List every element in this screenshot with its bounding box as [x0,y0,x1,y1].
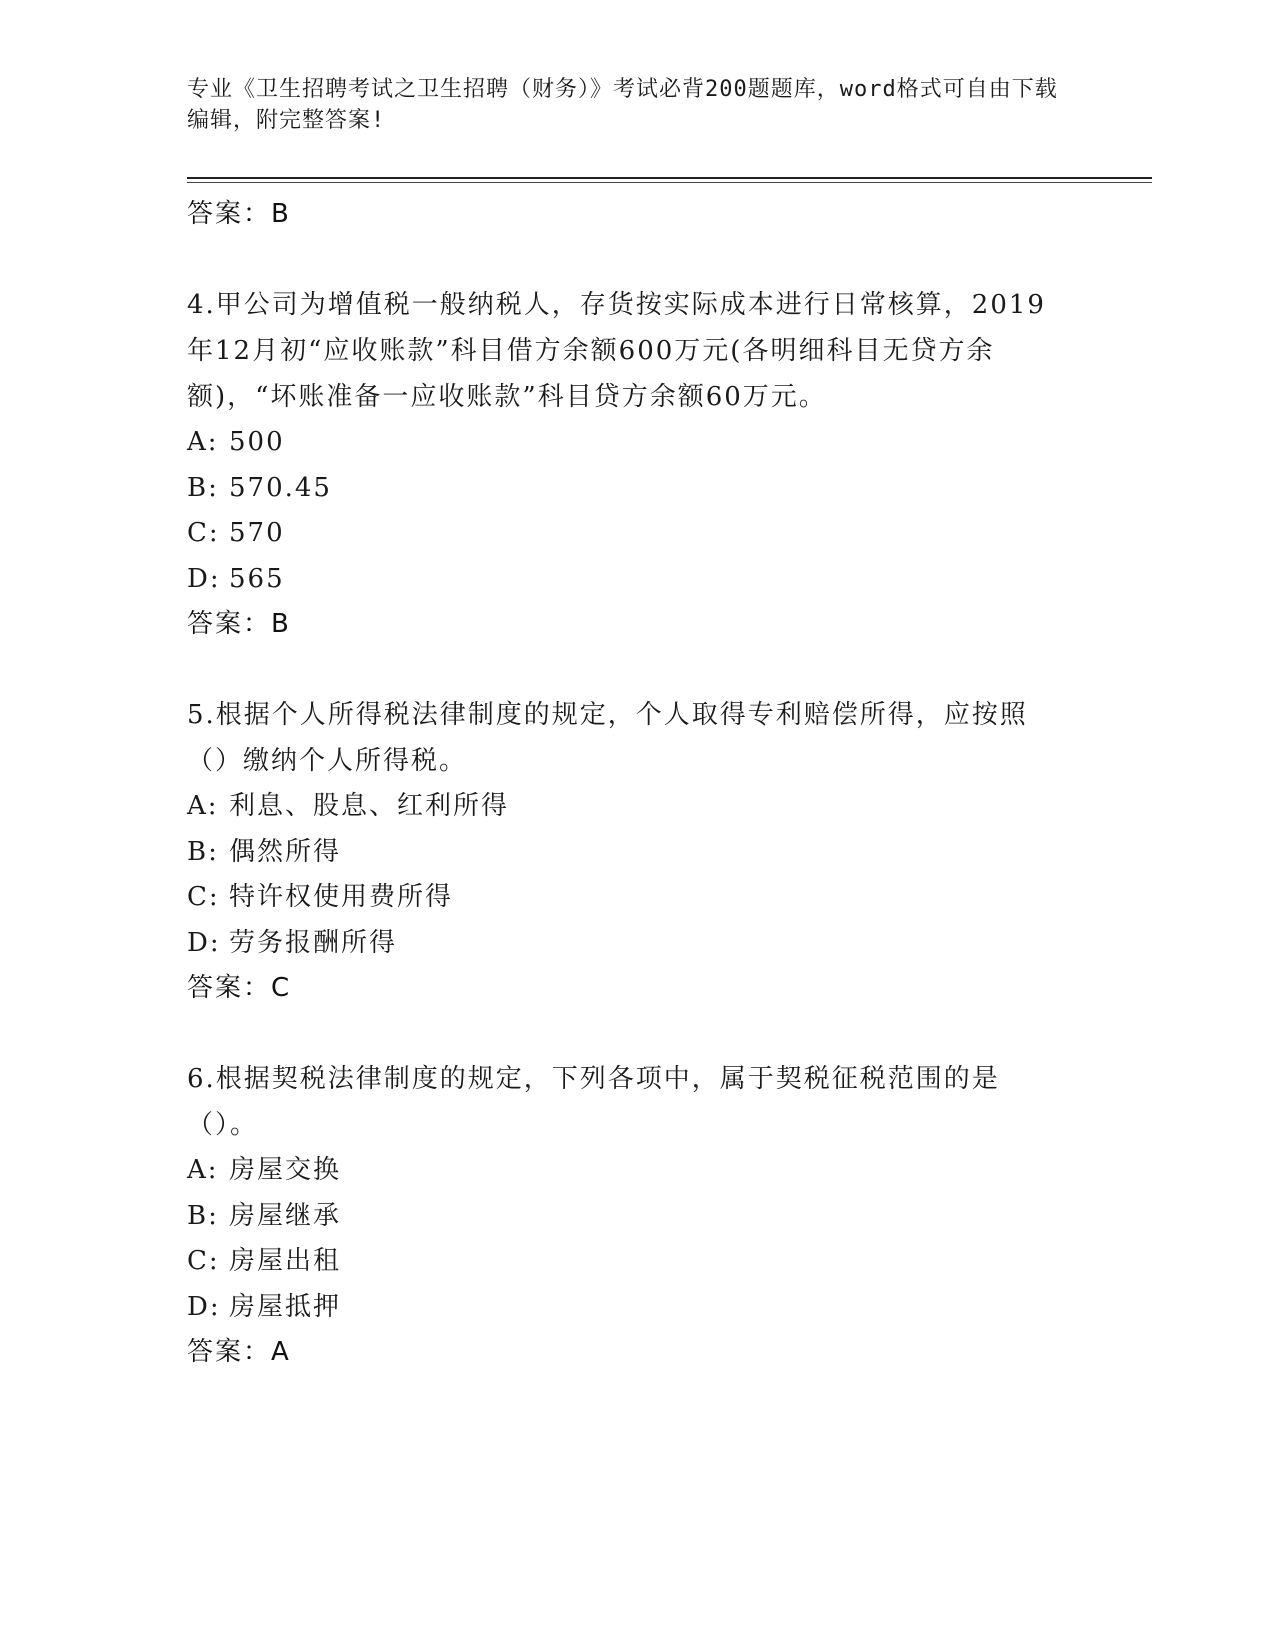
option-d [187,557,1067,603]
option-c [187,875,1067,921]
option-text: 特许权使用费所得 [229,882,454,912]
option-text: 570.45 [229,472,332,503]
option-d [187,921,1067,967]
option-c [187,1239,1067,1285]
option-text: 570 [229,518,285,548]
option-letter: D: [187,563,221,594]
option-b [187,830,1067,876]
option-b [187,1194,1067,1240]
header-divider-thick [187,177,1152,179]
question-stem: 6.根据契税法律制度的规定，下列各项中，属于契税征税范围的是（）。 [187,1064,1000,1140]
document-header: 专业《卫生招聘考试之卫生招聘（财务）》考试必背200题题库，word格式可自由下载编辑，附完整答案! [187,77,1058,133]
question-5 [187,692,1067,1010]
question-stem: 4.甲公司为增值税一般纳税人，存货按实际成本进行日常核算，2019年12月初“应收账款”科目借方余额600万元(各明细科目无贷方余额)，“坏账准备一应收账款”科目贷方余额60万元。 [187,290,1046,412]
question-answer: 答案：A [187,1337,291,1367]
option-letter: B: [187,1200,219,1231]
question-answer: 答案：C [187,973,292,1003]
option-c [187,511,1067,557]
header-divider-thin [187,182,1152,183]
option-letter: B: [187,836,219,867]
option-text: 房屋继承 [229,1200,342,1231]
option-letter: C: [187,1246,220,1276]
option-text: 劳务报酬所得 [229,927,398,958]
option-letter: A: [187,1155,219,1185]
option-text: 偶然所得 [229,836,342,867]
option-b [187,466,1067,512]
option-letter: C: [187,518,220,548]
previous-answer: 答案：B [187,199,291,229]
option-a [187,784,1067,830]
option-letter: A: [187,427,219,457]
option-a [187,1148,1067,1194]
option-text: 房屋交换 [229,1155,342,1185]
question-answer: 答案：B [187,609,291,639]
option-letter: D: [187,1291,221,1322]
question-6 [187,1056,1067,1374]
document-body [187,192,1067,1374]
option-a [187,420,1067,466]
option-letter: A: [187,791,219,821]
option-text: 利息、股息、红利所得 [229,791,510,821]
option-letter: B: [187,472,219,503]
option-letter: D: [187,927,221,958]
option-text: 565 [229,563,285,594]
option-letter: C: [187,882,220,912]
option-text: 房屋出租 [229,1246,342,1276]
option-text: 500 [229,427,285,457]
option-text: 房屋抵押 [229,1291,342,1322]
question-4 [187,282,1067,646]
question-stem: 5.根据个人所得税法律制度的规定，个人取得专利赔偿所得，应按照（）缴纳个人所得税。 [187,700,1028,776]
option-d [187,1285,1067,1331]
